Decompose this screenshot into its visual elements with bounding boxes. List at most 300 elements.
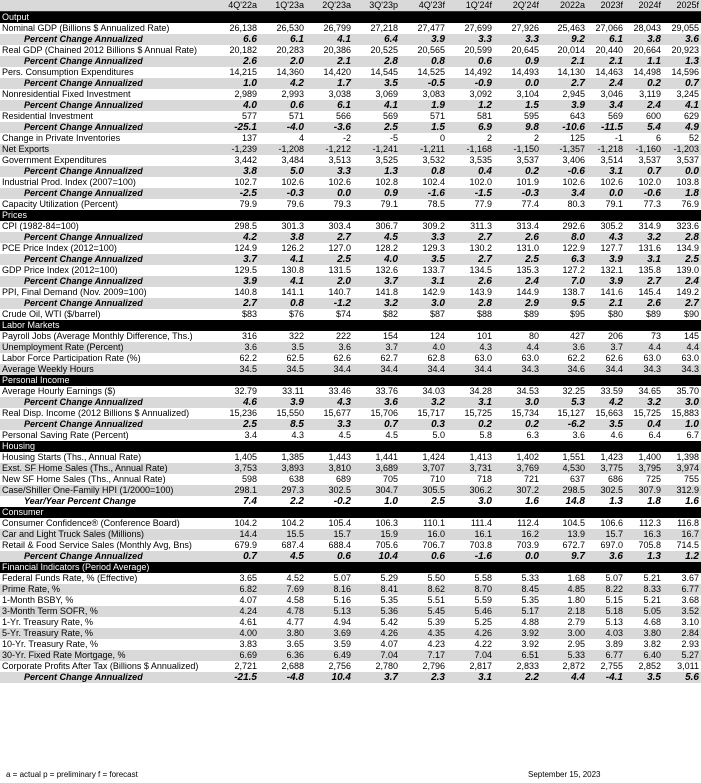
percent-change-row (0, 496, 701, 507)
year-value: 3.7 (587, 342, 625, 353)
quarter-value: 5.8 (447, 430, 494, 441)
year-value: 3.9 (587, 254, 625, 265)
year-value: 755 (663, 474, 701, 485)
quarter-value: 706.7 (400, 540, 447, 551)
gap-cell (541, 34, 549, 45)
quarter-value: 2.7 (447, 232, 494, 243)
indicator-row (0, 628, 701, 639)
quarter-value: 581 (447, 111, 494, 122)
year-value: 3.2 (625, 232, 663, 243)
quarter-value: 4.24 (212, 606, 259, 617)
quarter-value: 26,138 (212, 23, 259, 34)
quarter-value: 5.0 (259, 166, 306, 177)
year-value: 14,498 (625, 67, 663, 78)
row-label: Change in Private Inventories (0, 133, 212, 144)
section-header (0, 375, 701, 386)
quarter-value: 15.9 (353, 529, 400, 540)
year-value: 5.18 (587, 606, 625, 617)
quarter-value: 0 (400, 133, 447, 144)
year-value: 8.33 (625, 584, 663, 595)
row-label: Percent Change Annualized (0, 100, 212, 111)
quarter-value: 130.2 (447, 243, 494, 254)
quarter-value: 2.0 (259, 56, 306, 67)
quarter-value: 705 (353, 474, 400, 485)
year-value: 80.3 (549, 199, 587, 210)
quarter-value: 3.65 (259, 639, 306, 650)
indicator-row (0, 133, 701, 144)
year-value: 1.1 (625, 56, 663, 67)
year-value: -1,203 (663, 144, 701, 155)
row-label: Percent Change Annualized (0, 551, 212, 562)
quarter-value: 131.5 (306, 265, 353, 276)
year-value: 0.0 (663, 166, 701, 177)
quarter-value: -25.1 (212, 122, 259, 133)
quarter-value: 4.0 (212, 100, 259, 111)
year-value: 4.68 (625, 617, 663, 628)
indicator-row (0, 67, 701, 78)
year-value: 725 (625, 474, 663, 485)
quarter-value: 9.8 (494, 122, 541, 133)
year-value: 16.7 (663, 529, 701, 540)
year-value: 672.7 (549, 540, 587, 551)
indicator-row (0, 463, 701, 474)
gap-cell (541, 331, 549, 342)
quarter-value: 3.80 (259, 628, 306, 639)
quarter-value: -1,239 (212, 144, 259, 155)
quarter-value: 34.4 (306, 364, 353, 375)
year-value: 127.2 (549, 265, 587, 276)
quarter-value: 2,989 (212, 89, 259, 100)
quarter-value: 4.1 (259, 276, 306, 287)
gap-cell (541, 144, 549, 155)
quarter-value: 3.6 (353, 397, 400, 408)
quarter-value: 313.4 (494, 221, 541, 232)
row-label: Case/Shiller One-Family HPI (1/2000=100) (0, 485, 212, 496)
quarter-value: 1.5 (400, 122, 447, 133)
quarter-value: 62.7 (353, 353, 400, 364)
quarter-value: 4.07 (353, 639, 400, 650)
year-value: 643 (549, 111, 587, 122)
quarter-value: 141.1 (259, 287, 306, 298)
year-value: 15,883 (663, 408, 701, 419)
year-value: 1.0 (663, 419, 701, 430)
gap-cell (541, 606, 549, 617)
quarter-value: -1,211 (400, 144, 447, 155)
year-value: 34.65 (625, 386, 663, 397)
gap-cell (541, 639, 549, 650)
year-value: 5.13 (587, 617, 625, 628)
gap-cell (541, 23, 549, 34)
indicator-row (0, 650, 701, 661)
row-label: Payroll Jobs (Average Monthly Difference, Ths.) (0, 331, 212, 342)
quarter-value: 7.04 (447, 650, 494, 661)
year-value: 6.77 (663, 584, 701, 595)
quarter-value: 6.36 (259, 650, 306, 661)
quarter-value: 0.8 (400, 166, 447, 177)
quarter-value: 2 (494, 133, 541, 144)
quarter-value: 4.4 (494, 342, 541, 353)
quarter-value: 15,550 (259, 408, 306, 419)
quarter-value: 0.3 (400, 419, 447, 430)
quarter-value: 566 (306, 111, 353, 122)
percent-change-row (0, 298, 701, 309)
quarter-value: 1,405 (212, 452, 259, 463)
row-label: Year/Year Percent Change (0, 496, 212, 507)
quarter-value: 16.0 (400, 529, 447, 540)
year-value: 34.4 (587, 364, 625, 375)
year-value: 1.8 (625, 496, 663, 507)
quarter-value: -0.5 (400, 78, 447, 89)
year-value: 4.03 (587, 628, 625, 639)
section-title: Consumer (0, 507, 701, 518)
year-value: 5.05 (625, 606, 663, 617)
quarter-value: 571 (259, 111, 306, 122)
quarter-value: 102.4 (400, 177, 447, 188)
quarter-value: 144.9 (494, 287, 541, 298)
year-value: 0.4 (625, 419, 663, 430)
year-value: 1.3 (587, 496, 625, 507)
indicator-row (0, 573, 701, 584)
quarter-value: 63.0 (447, 353, 494, 364)
row-label: Retail & Food Service Sales (Monthly Avg, Bns) (0, 540, 212, 551)
quarter-value: 297.3 (259, 485, 306, 496)
year-value: 145 (663, 331, 701, 342)
row-label: Percent Change Annualized (0, 166, 212, 177)
year-value: $89 (625, 309, 663, 320)
quarter-value: 26,530 (259, 23, 306, 34)
quarter-value: -1.2 (306, 298, 353, 309)
gap-cell (541, 342, 549, 353)
quarter-value: 4.07 (212, 595, 259, 606)
quarter-value: -0.9 (447, 78, 494, 89)
quarter-value: 2,817 (447, 661, 494, 672)
quarter-value: 15,677 (306, 408, 353, 419)
quarter-value: 2.9 (494, 298, 541, 309)
year-value: 102.0 (625, 177, 663, 188)
row-label: Industrial Prod. Index (2007=100) (0, 177, 212, 188)
quarter-value: 34.03 (400, 386, 447, 397)
quarter-value: 77.4 (494, 199, 541, 210)
quarter-value: 4.5 (306, 430, 353, 441)
quarter-value: 6.6 (212, 34, 259, 45)
quarter-value: 5.35 (494, 595, 541, 606)
indicator-row (0, 364, 701, 375)
year-value: 3.1 (587, 166, 625, 177)
quarter-value: 134.5 (447, 265, 494, 276)
year-value: 1.68 (549, 573, 587, 584)
quarter-value: $82 (353, 309, 400, 320)
year-value: 686 (587, 474, 625, 485)
quarter-value: 62.2 (212, 353, 259, 364)
quarter-value: 6.9 (447, 122, 494, 133)
quarter-value: 3.8 (259, 232, 306, 243)
row-label: 1-Yr. Treasury Rate, % (0, 617, 212, 628)
year-value: 314.9 (625, 221, 663, 232)
year-value: 77.3 (625, 199, 663, 210)
quarter-value: 62.8 (400, 353, 447, 364)
quarter-value: 34.5 (259, 364, 306, 375)
gap-cell (541, 430, 549, 441)
quarter-value: $76 (259, 309, 306, 320)
indicator-row (0, 386, 701, 397)
gap-cell (541, 485, 549, 496)
row-label: Percent Change Annualized (0, 56, 212, 67)
gap-cell (541, 199, 549, 210)
quarter-header: 3Q'23p (353, 0, 400, 12)
year-value: 127.7 (587, 243, 625, 254)
quarter-value: 4.26 (353, 628, 400, 639)
quarter-header: 1Q'24f (447, 0, 494, 12)
quarter-value: -3.6 (306, 122, 353, 133)
quarter-value: 15,717 (400, 408, 447, 419)
row-label: Corporate Profits After Tax (Billions $ Annualized) (0, 661, 212, 672)
year-value: 33.59 (587, 386, 625, 397)
gap-cell (541, 177, 549, 188)
quarter-value: -1,212 (306, 144, 353, 155)
year-value: 2,945 (549, 89, 587, 100)
quarter-value: 2.3 (400, 672, 447, 683)
quarter-value: -4.0 (259, 122, 306, 133)
year-value: -10.6 (549, 122, 587, 133)
gap-cell (541, 353, 549, 364)
quarter-value: 79.6 (259, 199, 306, 210)
indicator-row (0, 177, 701, 188)
quarter-value: -0.2 (306, 496, 353, 507)
quarter-value: 718 (447, 474, 494, 485)
quarter-value: -2 (306, 133, 353, 144)
year-value: 25,463 (549, 23, 587, 34)
quarter-value: 34.4 (447, 364, 494, 375)
quarter-value: 0.4 (447, 166, 494, 177)
quarter-value: 2.5 (400, 496, 447, 507)
section-title: Labor Markets (0, 320, 701, 331)
year-value: 3,775 (587, 463, 625, 474)
year-value: 20,014 (549, 45, 587, 56)
section-title: Personal Income (0, 375, 701, 386)
quarter-value: 3.4 (212, 430, 259, 441)
quarter-value: 1,413 (447, 452, 494, 463)
quarter-value: 721 (494, 474, 541, 485)
quarter-value: 33.11 (259, 386, 306, 397)
quarter-value: 0.6 (447, 56, 494, 67)
row-label: Percent Change Annualized (0, 276, 212, 287)
quarter-value: 6.1 (306, 100, 353, 111)
quarter-value: 4.94 (306, 617, 353, 628)
quarter-value: 14.4 (212, 529, 259, 540)
quarter-value: 3,535 (447, 155, 494, 166)
quarter-value: 20,645 (494, 45, 541, 56)
year-value: 6 (625, 133, 663, 144)
quarter-value: 127.0 (306, 243, 353, 254)
year-value: 20,664 (625, 45, 663, 56)
quarter-value: 8.62 (400, 584, 447, 595)
percent-change-row (0, 188, 701, 199)
indicator-row (0, 606, 701, 617)
quarter-value: 15,734 (494, 408, 541, 419)
year-value: 4.2 (587, 397, 625, 408)
quarter-value: 3,731 (447, 463, 494, 474)
year-value: 2.6 (625, 298, 663, 309)
year-value: 5.6 (663, 672, 701, 683)
quarter-value: 1.5 (494, 100, 541, 111)
quarter-value: 2,688 (259, 661, 306, 672)
quarter-value: 15.7 (306, 529, 353, 540)
quarter-header: 2Q'24f (494, 0, 541, 12)
quarter-value: 2,756 (306, 661, 353, 672)
quarter-value: 3,707 (400, 463, 447, 474)
section-header (0, 320, 701, 331)
quarter-value: 3.7 (353, 672, 400, 683)
quarter-value: 3.5 (400, 254, 447, 265)
year-value: 34.3 (625, 364, 663, 375)
year-value: 4.6 (587, 430, 625, 441)
year-value: 8.22 (587, 584, 625, 595)
indicator-row (0, 452, 701, 463)
year-value: 2,852 (625, 661, 663, 672)
year-value: 14.8 (549, 496, 587, 507)
year-value: 3.6 (663, 34, 701, 45)
year-value: 2.4 (625, 100, 663, 111)
quarter-value: 5.17 (494, 606, 541, 617)
row-label: Nominal GDP (Billions $ Annualized Rate) (0, 23, 212, 34)
quarter-value: 0.2 (494, 166, 541, 177)
year-value: 305.2 (587, 221, 625, 232)
quarter-value: 128.2 (353, 243, 400, 254)
quarter-value: $88 (447, 309, 494, 320)
gap-cell (541, 298, 549, 309)
quarter-value: 307.2 (494, 485, 541, 496)
indicator-row (0, 287, 701, 298)
year-value: 0.2 (625, 78, 663, 89)
quarter-value: 5.25 (447, 617, 494, 628)
year-value: 2.4 (663, 276, 701, 287)
gap-cell (541, 408, 549, 419)
year-value: 705.8 (625, 540, 663, 551)
quarter-value: 8.45 (494, 584, 541, 595)
quarter-value: 27,218 (353, 23, 400, 34)
quarter-value: 7.4 (212, 496, 259, 507)
year-value: 79.1 (587, 199, 625, 210)
year-value: 6.1 (587, 34, 625, 45)
quarter-value: 3,038 (306, 89, 353, 100)
year-value: 34.3 (663, 364, 701, 375)
quarter-value: 15,725 (447, 408, 494, 419)
quarter-value: 3.3 (306, 419, 353, 430)
quarter-value: 1,441 (353, 452, 400, 463)
year-value: 14,463 (587, 67, 625, 78)
quarter-value: 4.61 (212, 617, 259, 628)
year-value: 3.6 (549, 430, 587, 441)
year-value: 3.5 (625, 672, 663, 683)
quarter-value: -1,241 (353, 144, 400, 155)
year-value: 1.3 (663, 56, 701, 67)
section-title: Financial Indicators (Period Average) (0, 562, 701, 573)
quarter-value: 63.0 (494, 353, 541, 364)
quarter-value: 3.9 (259, 397, 306, 408)
percent-change-row (0, 419, 701, 430)
quarter-value: 306.2 (447, 485, 494, 496)
row-label: 30-Yr. Fixed Rate Mortgage, % (0, 650, 212, 661)
quarter-value: 3.3 (447, 34, 494, 45)
quarter-value: 1,443 (306, 452, 353, 463)
quarter-value: 3.69 (306, 628, 353, 639)
quarter-value: 3,689 (353, 463, 400, 474)
quarter-value: 4.26 (447, 628, 494, 639)
year-value: 2.7 (625, 276, 663, 287)
quarter-value: 32.79 (212, 386, 259, 397)
gap-cell (541, 397, 549, 408)
year-value: 14,596 (663, 67, 701, 78)
gap-cell (541, 265, 549, 276)
row-label: Personal Saving Rate (Percent) (0, 430, 212, 441)
quarter-value: 14,420 (306, 67, 353, 78)
quarter-value: 2.8 (353, 56, 400, 67)
year-value: 3,537 (663, 155, 701, 166)
gap-cell (541, 650, 549, 661)
quarter-value: 3.6 (306, 342, 353, 353)
year-value: 4.4 (663, 342, 701, 353)
quarter-value: 143.9 (447, 287, 494, 298)
year-value: 3.80 (625, 628, 663, 639)
quarter-value: 3.3 (400, 232, 447, 243)
quarter-value: 6.51 (494, 650, 541, 661)
quarter-value: 7.17 (400, 650, 447, 661)
header-label-cell (0, 0, 212, 12)
quarter-value: 4 (259, 133, 306, 144)
quarter-value: 3.0 (447, 496, 494, 507)
quarter-value: 20,565 (400, 45, 447, 56)
quarter-value: 4.3 (259, 430, 306, 441)
quarter-value: 5.50 (400, 573, 447, 584)
section-header (0, 507, 701, 518)
row-label: CPI (1982-84=100) (0, 221, 212, 232)
year-value: -0.6 (625, 188, 663, 199)
quarter-value: -1,208 (259, 144, 306, 155)
quarter-value: 6.49 (306, 650, 353, 661)
gap-cell (541, 386, 549, 397)
quarter-value: 3,810 (306, 463, 353, 474)
quarter-value: 1.0 (353, 496, 400, 507)
percent-change-row (0, 100, 701, 111)
quarter-value: 3,893 (259, 463, 306, 474)
year-value: 3,795 (625, 463, 663, 474)
year-value: 5.21 (625, 573, 663, 584)
gap-cell (541, 419, 549, 430)
gap-cell (541, 67, 549, 78)
year-value: 5.33 (549, 650, 587, 661)
percent-change-row (0, 78, 701, 89)
gap-cell (541, 452, 549, 463)
quarter-value: 1,385 (259, 452, 306, 463)
year-value: 52 (663, 133, 701, 144)
quarter-value: 306.7 (353, 221, 400, 232)
quarter-value: 124.9 (212, 243, 259, 254)
year-value: 3.0 (663, 397, 701, 408)
quarter-value: 2.8 (447, 298, 494, 309)
quarter-value: 3.6 (212, 342, 259, 353)
quarter-value: 10.4 (353, 551, 400, 562)
gap-cell (541, 78, 549, 89)
quarter-value: 2,721 (212, 661, 259, 672)
quarter-value: 4.5 (353, 232, 400, 243)
year-value: 629 (663, 111, 701, 122)
quarter-value: 3,537 (494, 155, 541, 166)
quarter-value: 3.0 (400, 298, 447, 309)
year-value: 1.80 (549, 595, 587, 606)
percent-change-row (0, 166, 701, 177)
year-value: 32.25 (549, 386, 587, 397)
year-value: 2,872 (549, 661, 587, 672)
